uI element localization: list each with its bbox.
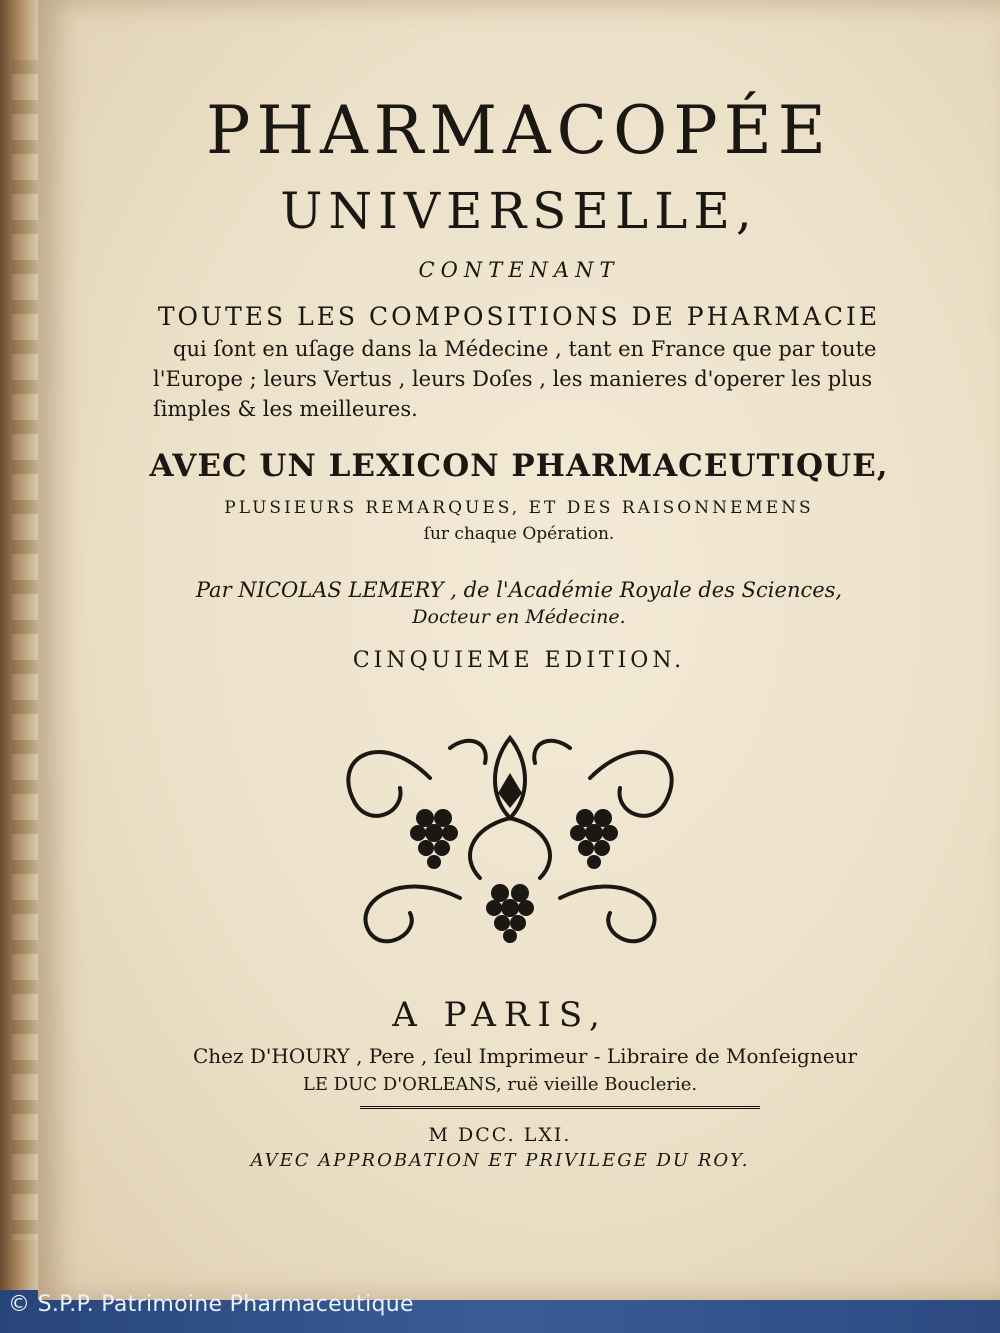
edition-label: CINQUIEME EDITION. — [352, 648, 686, 673]
title-line-1: PHARMACOPÉE — [206, 92, 832, 169]
title-line-2: UNIVERSELLE, — [280, 182, 758, 240]
title-page — [38, 0, 1000, 1300]
description-paragraph — [153, 334, 943, 424]
remarks-line: PLUSIEURS REMARQUES, ET DES RAISONNEMENS — [224, 498, 814, 518]
lexicon-heading: AVEC UN LEXICON PHARMACEUTIQUE, — [149, 448, 889, 484]
publisher-line: Chez D'HOURY , Pere , ſeul Imprimeur - Libraire de Monſeigneur — [192, 1044, 858, 1068]
author-title: Docteur en Médecine. — [412, 606, 626, 628]
description-line-3: ſimples & les meilleures. — [153, 397, 418, 421]
description-line-1: qui ſont en uſage dans la Médecine , tant en France que par toute — [173, 337, 877, 361]
contenant-label: CONTENANT — [418, 258, 620, 282]
approbation-line: AVEC APPROBATION ET PRIVILEGE DU ROY. — [250, 1150, 750, 1171]
city-line: A PARIS, — [392, 995, 608, 1035]
description-line-2: l'Europe ; leurs Vertus , leurs Doſes , les manieres d'operer les plus — [153, 367, 873, 391]
address-line: LE DUC D'ORLEANS, ruë vieille Bouclerie. — [302, 1074, 698, 1095]
grape-foliage-ornament-icon — [310, 718, 710, 948]
year-line: M DCC. LXI. — [428, 1124, 572, 1146]
divider-rule — [360, 1106, 760, 1109]
subtitle-heading: TOUTES LES COMPOSITIONS DE PHARMACIE — [157, 302, 881, 331]
operation-line: ſur chaque Opération. — [423, 524, 615, 544]
copyright-credit: © S.P.P. Patrimoine Pharmaceutique — [8, 1292, 414, 1317]
author-line: Par NICOLAS LEMERY , de l'Académie Royale des Sciences, — [195, 578, 843, 602]
